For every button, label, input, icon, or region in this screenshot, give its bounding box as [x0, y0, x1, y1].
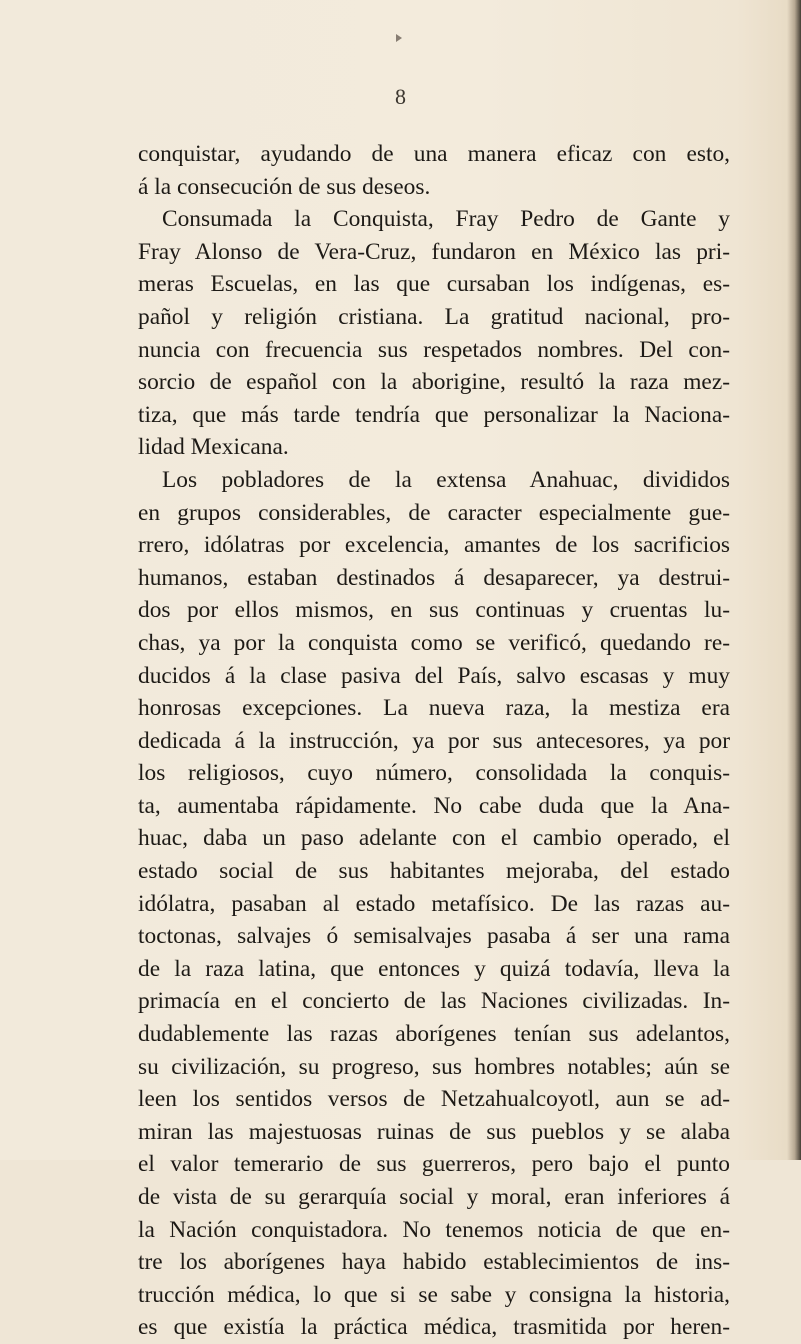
text-line: Consumada la Conquista, Fray Pedro de Gante y [162, 206, 730, 233]
text-line: nuncia con frecuencia sus respetados nombres. Del con- [138, 336, 730, 363]
text-line: su civilización, su progreso, sus hombres notables; aún se [138, 1053, 730, 1080]
text-line: rrero, idólatras por excelencia, amantes de los sacrificios [138, 532, 730, 559]
text-line: tiza, que más tarde tendría que personalizar la Naciona- [138, 401, 730, 428]
text-line: humanos, estaban destinados á desaparecer, ya destrui- [138, 564, 730, 591]
text-line: honrosas excepciones. La nueva raza, la mestiza era [138, 695, 730, 722]
text-line: es que existía la práctica médica, trasmitida por heren- [138, 1314, 730, 1341]
text-line: dedicada á la instrucción, ya por sus antecesores, ya por [138, 727, 730, 754]
text-line: primacía en el concierto de las Naciones civilizadas. In- [138, 988, 730, 1015]
body-text [138, 138, 730, 1344]
printer-mark [396, 34, 402, 42]
text-line: la Nación conquistadora. No tenemos noticia de que en- [138, 1216, 730, 1243]
text-line: Fray Alonso de Vera-Cruz, fundaron en México las pri- [138, 238, 730, 265]
text-line: conquistar, ayudando de una manera eficaz con esto, [138, 141, 730, 167]
text-line: el valor temerario de sus guerreros, pero bajo el punto [138, 1151, 730, 1178]
text-line: pañol y religión cristiana. La gratitud nacional, pro- [138, 303, 730, 330]
text-line: chas, ya por la conquista como se verificó, quedando re- [138, 629, 730, 656]
text-line: dos por ellos mismos, en sus continuas y cruentas lu- [138, 597, 730, 624]
text-line: lidad Mexicana. [138, 434, 289, 461]
text-line: trucción médica, lo que si se sabe y consigna la historia, [138, 1281, 730, 1308]
text-line: estado social de sus habitantes mejoraba, del estado [138, 858, 730, 885]
text-line: dudablemente las razas aborígenes tenían sus adelantos, [138, 1021, 730, 1048]
text-line: Los pobladores de la extensa Anahuac, divididos [162, 466, 730, 493]
text-line: toctonas, salvajes ó semisalvajes pasaba á ser una rama [138, 923, 730, 950]
text-line: huac, daba un paso adelante con el cambio operado, el [138, 825, 730, 852]
text-line: ta, aumentaba rápidamente. No cabe duda que la Ana- [138, 792, 730, 819]
text-line: en grupos considerables, de caracter especialmente gue- [138, 499, 730, 526]
text-line: miran las majestuosas ruinas de sus pueblos y se alaba [138, 1118, 730, 1145]
text-line: de vista de su gerarquía social y moral, eran inferiores á [138, 1184, 730, 1210]
text-line: los religiosos, cuyo número, consolidada la conquis- [138, 760, 730, 787]
text-line: leen los sentidos versos de Netzahualcoyotl, aun se ad- [138, 1086, 730, 1113]
text-line: de la raza latina, que entonces y quizá todavía, lleva la [138, 955, 730, 982]
page-number: 8 [395, 84, 406, 109]
text-line: ducidos á la clase pasiva del País, salvo escasas y muy [138, 662, 730, 689]
text-line: meras Escuelas, en las que cursaban los indígenas, es- [138, 271, 730, 298]
text-line: sorcio de español con la aborigine, resultó la raza mez- [138, 369, 730, 396]
text-line: idólatra, pasaban al estado metafísico. De las razas au- [138, 890, 730, 917]
text-line: tre los aborígenes haya habido establecimientos de ins- [138, 1249, 730, 1276]
page-edge-shadow [787, 0, 801, 1160]
text-line: á la consecución de sus deseos. [138, 173, 431, 200]
